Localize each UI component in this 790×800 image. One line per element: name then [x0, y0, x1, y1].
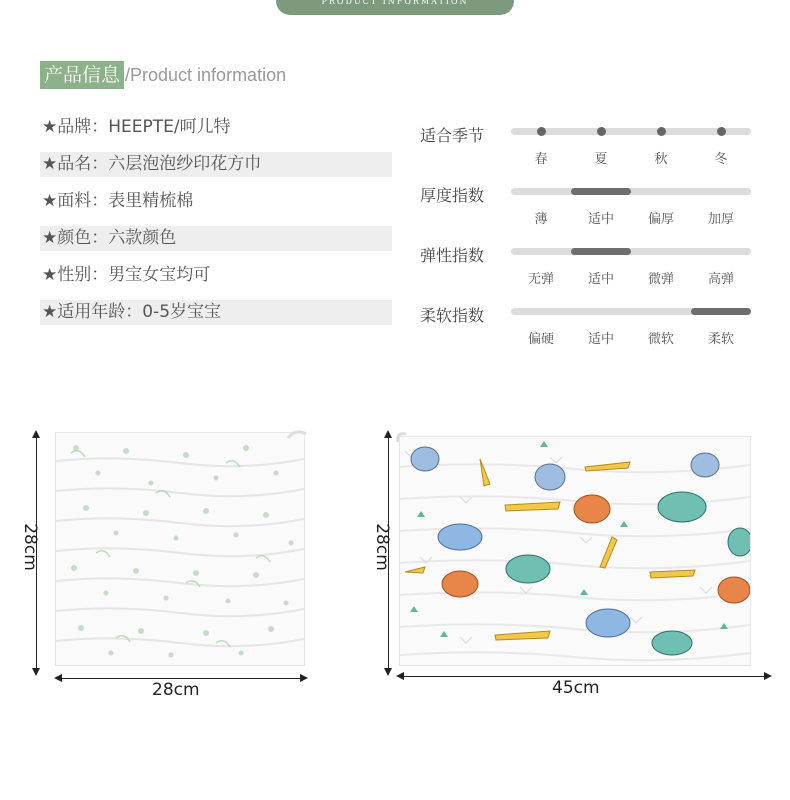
rating-option: 微弹	[647, 272, 674, 287]
rating-option: 适中	[587, 212, 614, 227]
season-dot	[597, 127, 606, 136]
hang-loop-icon	[394, 428, 412, 446]
large-width-label: 45cm	[552, 678, 600, 698]
rating-softness	[420, 298, 760, 358]
rating-label: 弹性指数	[420, 246, 485, 265]
small-width-label: 28cm	[152, 680, 200, 700]
rating-season	[420, 118, 760, 178]
arrow-right-icon	[764, 672, 772, 680]
rating-label: 柔软指数	[420, 306, 485, 325]
season-dot	[717, 127, 726, 136]
rating-option: 适中	[587, 332, 614, 347]
arrow-left-icon	[396, 672, 404, 680]
arrow-left-icon	[54, 674, 62, 682]
arrow-up-icon	[384, 430, 392, 438]
info-list	[40, 115, 392, 337]
rating-option: 高弹	[707, 272, 734, 287]
rating-option: 冬	[714, 152, 728, 167]
rating-option: 薄	[534, 212, 548, 227]
arrow-down-icon	[32, 668, 40, 676]
rating-track	[511, 128, 751, 167]
rating-option: 加厚	[707, 212, 734, 227]
section-title-en: /Product information	[125, 64, 287, 85]
large-towel-image	[399, 436, 751, 666]
rating-option: 无弹	[527, 272, 554, 287]
rating-track	[511, 308, 751, 347]
info-brand: ★品牌：HEEPTE/呵儿特	[42, 117, 231, 137]
rating-track	[511, 248, 751, 287]
rating-selected-bar	[571, 188, 631, 195]
large-height-label: 28cm	[371, 523, 392, 571]
rating-thickness	[420, 178, 760, 238]
header-tab: PRODUCT INFORMATION	[276, 0, 514, 15]
rating-track	[511, 188, 751, 227]
arrow-down-icon	[384, 668, 392, 676]
rating-selected-bar	[571, 248, 631, 255]
rating-selected-bar	[691, 308, 751, 315]
rating-option: 微软	[647, 332, 674, 347]
info-product-name: ★品名：六层泡泡纱印花方巾	[40, 152, 392, 177]
rating-option: 偏硬	[527, 332, 554, 347]
rating-option: 春	[534, 152, 548, 167]
rating-option: 适中	[587, 272, 614, 287]
small-towel-image	[55, 432, 305, 666]
small-towel-pattern	[56, 433, 304, 665]
arrow-up-icon	[32, 430, 40, 438]
large-towel-pattern	[400, 437, 750, 665]
rating-option: 秋	[654, 152, 668, 167]
section-title	[40, 61, 286, 89]
info-material: ★面料：表里精梳棉	[42, 191, 194, 211]
width-dimension-line	[58, 678, 304, 679]
small-height-label: 28cm	[19, 523, 40, 571]
rating-option: 柔软	[707, 332, 734, 347]
arrow-right-icon	[300, 674, 308, 682]
ratings-panel	[420, 118, 760, 358]
season-dot	[657, 127, 666, 136]
info-gender: ★性别：男宝女宝均可	[42, 265, 211, 285]
width-dimension-line	[400, 676, 768, 677]
rating-option: 夏	[594, 152, 608, 167]
info-age: ★适用年龄：0-5岁宝宝	[40, 300, 392, 325]
rating-option: 偏厚	[647, 212, 674, 227]
hang-loop-icon	[286, 426, 310, 442]
rating-label: 适合季节	[420, 126, 485, 145]
info-color: ★颜色：六款颜色	[40, 226, 392, 251]
section-title-cn: 产品信息	[40, 61, 124, 89]
rating-elasticity	[420, 238, 760, 298]
rating-label: 厚度指数	[420, 186, 485, 205]
season-dot	[537, 127, 546, 136]
